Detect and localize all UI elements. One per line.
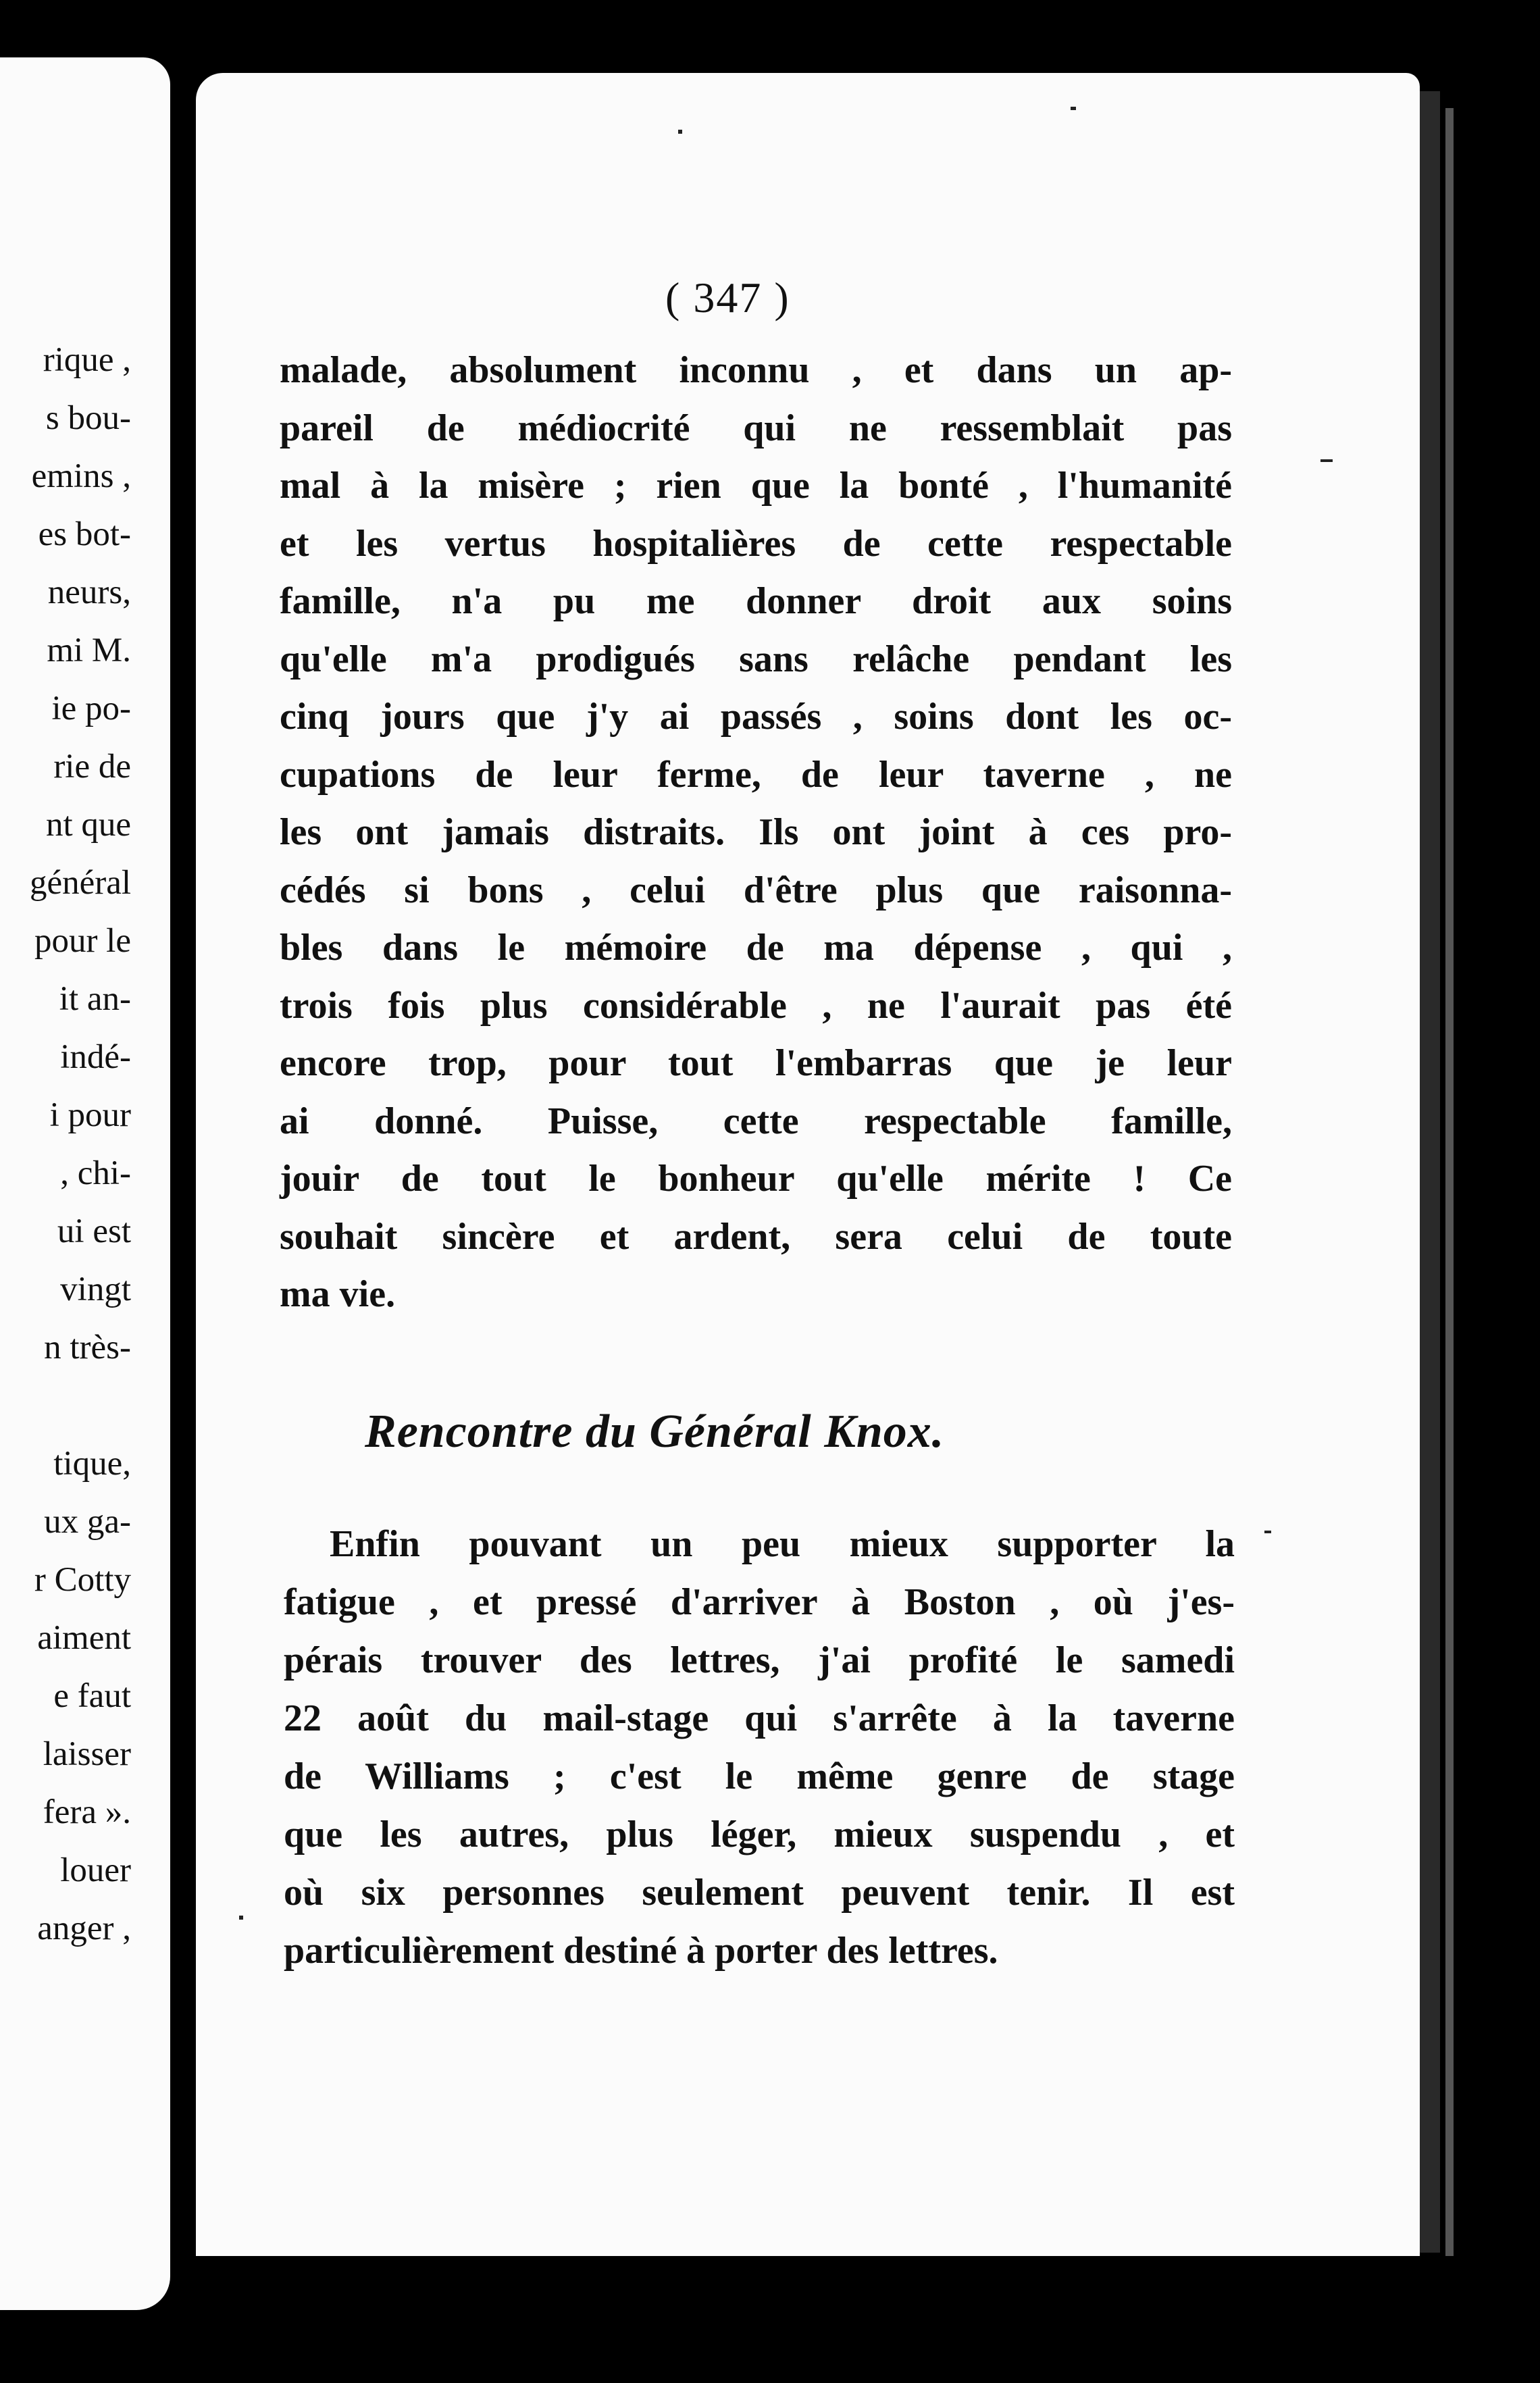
- left-page-line: mi M.: [47, 632, 131, 669]
- page-edge: [1420, 91, 1440, 2253]
- page-number: ( 347 ): [665, 274, 790, 322]
- left-page-line: es bot-: [38, 515, 131, 553]
- left-page-line: nt que: [45, 806, 131, 844]
- body-line: malade, absolument inconnu , et dans un ap-: [280, 349, 1232, 391]
- body-line: bles dans le mémoire de ma dépense , qui ,: [280, 927, 1232, 969]
- speck: [1264, 1531, 1271, 1533]
- left-page-line: ux ga-: [44, 1503, 131, 1541]
- body-line: ai donné. Puisse, cette respectable famille,: [280, 1100, 1232, 1142]
- left-page-line: n très-: [44, 1329, 131, 1366]
- left-page-line: r Cotty: [34, 1561, 131, 1599]
- left-page-line: ie po-: [51, 690, 131, 727]
- body-line: souhait sincère et ardent, sera celui de toute: [280, 1216, 1232, 1258]
- page-edge-inner: [1445, 108, 1454, 2256]
- body-line: où six personnes seulement peuvent tenir. Il est: [284, 1872, 1235, 1914]
- body-line: 22 août du mail-stage qui s'arrête à la taverne: [284, 1697, 1235, 1739]
- body-line: jouir de tout le bonheur qu'elle mérite ! Ce: [280, 1158, 1232, 1200]
- speck: [678, 130, 682, 134]
- body-line: pérais trouver des lettres, j'ai profité le samedi: [284, 1639, 1235, 1681]
- left-page-line: louer: [60, 1851, 131, 1889]
- body-line: cupations de leur ferme, de leur taverne , ne: [280, 754, 1232, 796]
- left-page-line: aiment: [37, 1619, 131, 1657]
- left-page-line: rique ,: [43, 341, 131, 379]
- left-page-line: it an-: [59, 980, 131, 1018]
- left-page-line: i pour: [49, 1096, 131, 1134]
- body-line: qu'elle m'a prodigués sans relâche pendant les: [280, 638, 1232, 680]
- body-line: que les autres, plus léger, mieux suspendu , et: [284, 1814, 1235, 1855]
- body-line: fatigue , et pressé d'arriver à Boston , où j'es-: [284, 1581, 1235, 1623]
- left-page-line: emins ,: [31, 457, 131, 495]
- speck: [239, 1916, 243, 1920]
- left-page-line: , chi-: [60, 1154, 131, 1192]
- body-line: cédés si bons , celui d'être plus que raisonna-: [280, 869, 1232, 911]
- left-page-line: pour le: [34, 922, 131, 960]
- left-page-line: s bou-: [45, 399, 131, 437]
- body-line: particulièrement destiné à porter des lettres.: [284, 1930, 998, 1972]
- left-page-line: indé-: [60, 1038, 131, 1076]
- left-page-line: neurs,: [47, 573, 131, 611]
- left-page-line: rie de: [53, 748, 131, 786]
- left-page-line: général: [29, 864, 131, 902]
- body-line: pareil de médiocrité qui ne ressemblait pas: [280, 407, 1232, 449]
- body-line: trois fois plus considérable , ne l'aurait pas été: [280, 985, 1232, 1027]
- left-page-line: tique,: [53, 1445, 131, 1483]
- left-page-line: vingt: [60, 1271, 131, 1308]
- left-page-line: ui est: [57, 1212, 131, 1250]
- body-line: de Williams ; c'est le même genre de stage: [284, 1756, 1235, 1797]
- body-line: et les vertus hospitalières de cette respectable: [280, 523, 1232, 565]
- body-line: Enfin pouvant un peu mieux supporter la: [330, 1523, 1235, 1565]
- body-line: les ont jamais distraits. Ils ont joint à ces pro-: [280, 811, 1232, 853]
- left-page-line: fera ».: [43, 1793, 131, 1831]
- section-title: Rencontre du Général Knox.: [365, 1406, 945, 1458]
- left-page-line: laisser: [43, 1735, 131, 1773]
- left-page-line: anger ,: [37, 1910, 131, 1947]
- left-page-line: e faut: [53, 1677, 131, 1715]
- left-facing-page: [0, 57, 170, 2310]
- body-line: famille, n'a pu me donner droit aux soins: [280, 580, 1232, 622]
- body-line: encore trop, pour tout l'embarras que je leur: [280, 1042, 1232, 1084]
- speck: [1320, 459, 1333, 462]
- body-line: mal à la misère ; rien que la bonté , l'humanité: [280, 465, 1232, 507]
- speck: [1071, 107, 1076, 110]
- body-line: ma vie.: [280, 1273, 396, 1315]
- body-line: cinq jours que j'y ai passés , soins dont les oc-: [280, 696, 1232, 738]
